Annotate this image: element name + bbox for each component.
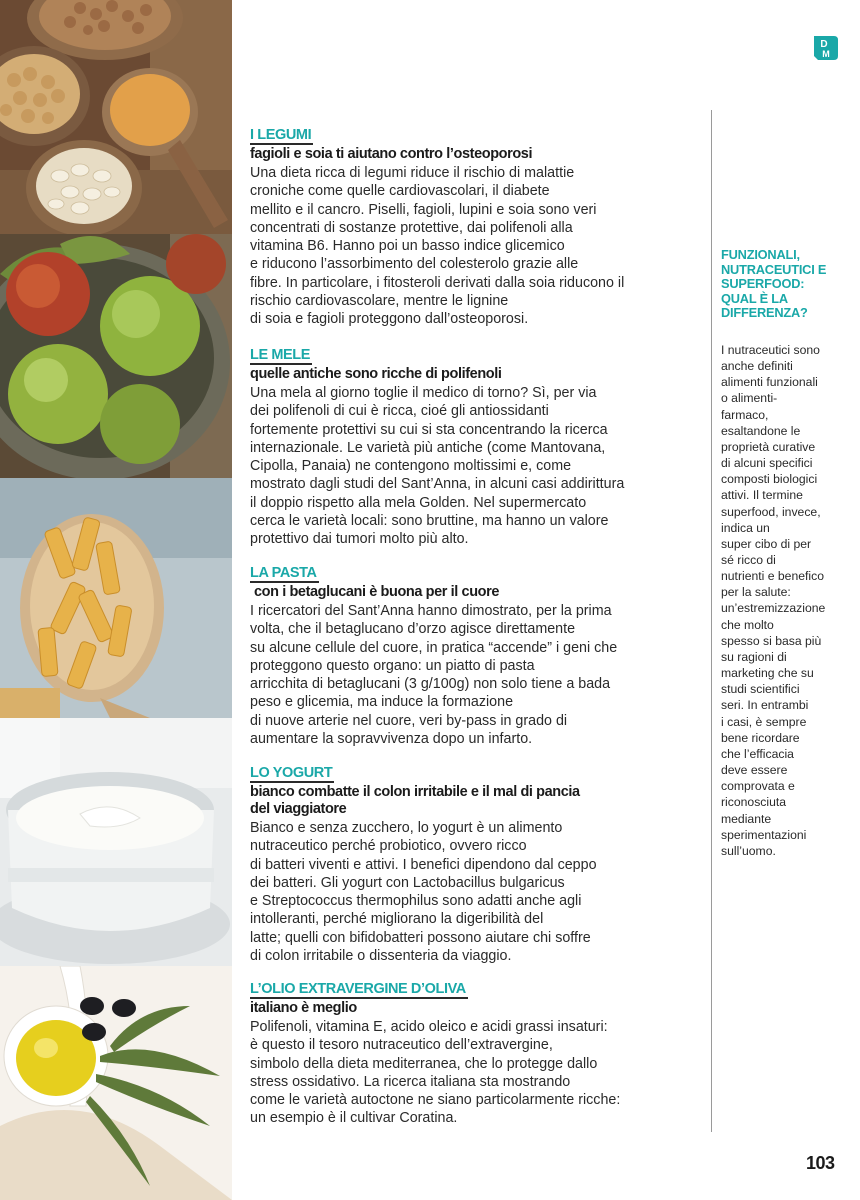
- section-body: Bianco e senza zucchero, lo yogurt è un alimento nutraceutico perché probiotico, ovvero ricco di batteri viventi e attivi. I benefici dipendono dal ceppo dei batteri. Gli yogurt con Lactobacillus bulgaricus e Streptococcus thermophilus sono adatti anche agli intolleranti, perché migliorano la digeribilità del latte; quelli con bifidobatteri possono aiutare chi soffre di colon irritabile o dissenteria da viaggio.: [250, 820, 597, 965]
- sidebar-title: FUNZIONALI, NUTRACEUTICI E SUPERFOOD: QUAL È LA DIFFERENZA?: [721, 247, 827, 321]
- section-yogurt: [250, 764, 670, 965]
- column-divider: [711, 110, 712, 1132]
- section-pasta: [250, 564, 670, 748]
- pasta-image: [0, 478, 232, 718]
- section-subtitle: bianco combatte il colon irritabile e il mal di pancia del viaggiatore: [250, 784, 580, 817]
- magazine-badge: [812, 34, 840, 62]
- yogurt-image: [0, 718, 232, 966]
- section-title: LE MELE: [250, 347, 311, 363]
- section-body: I ricercatori del Sant’Anna hanno dimostrato, per la prima volta, che il betaglucano d’orzo agisce direttamente su alcune cellule del cuore, in pratica “accende” i geni che proteggono questo organo: un piatto di pasta arricchita di betaglucani (3 g/100g) non solo tiene a bada peso e glicemia, ma induce la formazione di nuove arterie nel cuore, veri by-pass in grado di aumentare la sopravvivenza dopo un infarto.: [250, 603, 618, 748]
- section-title: LA PASTA: [250, 565, 317, 581]
- badge-letter-top: D: [820, 39, 828, 50]
- section-title: I LEGUMI: [250, 127, 312, 143]
- legumes-image: [0, 0, 232, 234]
- section-body: Una dieta ricca di legumi riduce il rischio di malattie croniche come quelle cardiovascolari, il diabete mellito e il cancro. Piselli, fagioli, lupini e soia sono veri concentrati di sostanze protettive, dai polifenoli alla vitamina B6. Hanno poi un basso indice glicemico e riducono l’assorbimento del colesterolo grazie alle fibre. In particolare, i fitosteroli derivati dalla soia riducono il rischio cardiovascolare, mentre le lignine di soia e fagioli proteggono dall’osteoporosi.: [250, 165, 625, 328]
- section-legumi: [250, 126, 670, 329]
- section-subtitle: fagioli e soia ti aiutano contro l’osteoporosi: [250, 146, 533, 162]
- apples-image: [0, 234, 232, 478]
- section-subtitle: quelle antiche sono ricche di polifenoli: [250, 366, 502, 382]
- badge-letter-bottom: M: [822, 49, 830, 59]
- olive-oil-image: [0, 966, 232, 1200]
- sidebar-body: I nutraceutici sono anche definiti alimenti funzionali o alimenti- farmaco, esaltandone le proprietà curative di alcuni specifici composti biologici attivi. Il termine superfood, invece, indica un super cibo di per sé ricco di nutrienti e benefico per la salute: un’estremizzazione che molto spesso si basa più su ragioni di marketing che su studi scientifici seri. In entrambi i casi, è sempre bene ricordare che l’efficacia deve essere comprovata e riconosciuta mediante sperimentazioni sull’uomo.: [721, 342, 826, 858]
- section-olio: [250, 980, 670, 1128]
- section-title: LO YOGURT: [250, 765, 333, 781]
- section-subtitle: italiano è meglio: [250, 1000, 357, 1016]
- section-body: Polifenoli, vitamina E, acido oleico e acidi grassi insaturi: è questo il tesoro nutraceutico dell’extravergine, simbolo della dieta mediterranea, che lo protegge dallo stress ossidativo. La ricerca italiana sta mostrando come le varietà autoctone ne siano particolarmente ricche: un esempio è il cultivar Coratina.: [250, 1019, 621, 1127]
- photo-column: [0, 0, 232, 1200]
- page-number: 103: [806, 1153, 835, 1173]
- sidebar-box: [721, 248, 846, 859]
- section-body: Una mela al giorno toglie il medico di torno? Sì, per via dei polifenoli di cui è ricca, cioé gli antiossidanti fortemente protettivi su cui si sta concentrando la ricerca internazionale. Le varietà più antiche (come Mantovana, Cipolla, Panaia) ne contengono moltissimi e, come mostrato dagli studi del Sant’Anna, in alcuni casi addirittura il doppio rispetto alla mela Golden. Nel supermercato cerca le varietà locali: sono bruttine, ma hanno un valore protettivo dai tumori molto più alto.: [250, 385, 625, 548]
- section-subtitle: con i betaglucani è buona per il cuore: [254, 584, 500, 600]
- section-title: L’OLIO EXTRAVERGINE D’OLIVA: [250, 981, 466, 997]
- section-mele: [250, 346, 670, 549]
